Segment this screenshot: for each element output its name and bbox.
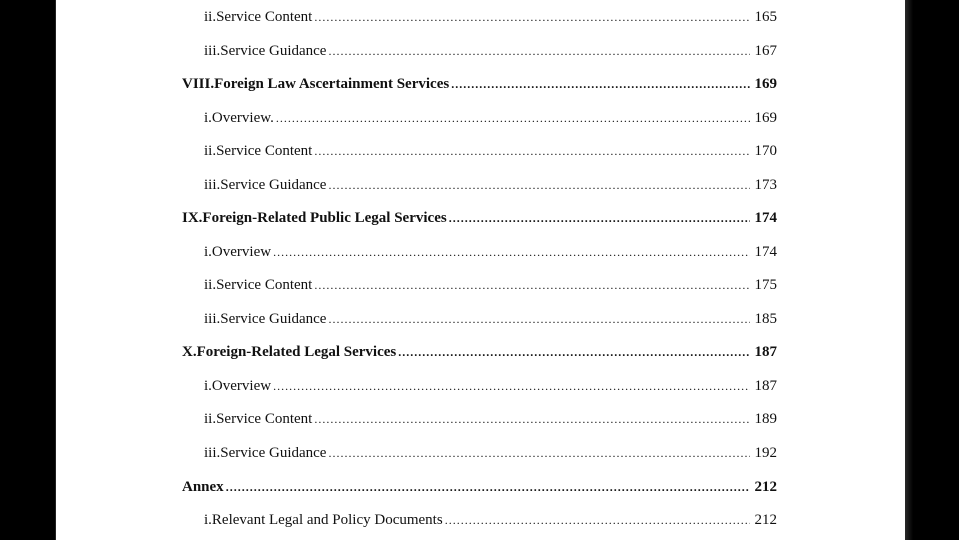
toc-entry-page: 187 — [754, 344, 777, 360]
dot-leader — [226, 478, 750, 496]
dot-leader — [314, 410, 750, 428]
dot-leader — [314, 142, 750, 160]
dot-leader — [273, 243, 750, 261]
toc-entry[interactable] — [204, 377, 777, 395]
toc-entry[interactable] — [204, 410, 777, 428]
toc-entry-title: ii.Service Content — [204, 143, 313, 159]
dot-leader — [328, 42, 750, 60]
toc-entry-page: 173 — [754, 177, 777, 193]
toc-entry-page: 169 — [754, 110, 777, 126]
dot-leader — [328, 176, 750, 194]
toc-entry[interactable] — [204, 276, 777, 294]
toc-entry-page: 175 — [754, 277, 777, 293]
toc-entry-title: i.Overview — [204, 378, 272, 394]
toc-entry-page: 169 — [754, 76, 777, 92]
toc-entry-title: i.Overview — [204, 244, 272, 260]
dot-leader — [314, 276, 750, 294]
toc-entry[interactable] — [182, 343, 777, 361]
toc-entry-title: ii.Service Content — [204, 277, 313, 293]
toc-entry[interactable] — [182, 209, 777, 227]
toc-entry-title: iii.Service Guidance — [204, 43, 327, 59]
dot-leader — [328, 444, 750, 462]
toc-entry-page: 187 — [754, 378, 777, 394]
page-edge-shadow — [905, 0, 913, 540]
dot-leader — [328, 310, 750, 328]
toc-entry-title: VIII.Foreign Law Ascertainment Services — [182, 76, 450, 92]
toc-entry-page: 185 — [754, 311, 777, 327]
toc-entry[interactable] — [204, 444, 777, 462]
toc-entry-title: X.Foreign-Related Legal Services — [182, 344, 397, 360]
toc-entry-title: i.Overview. — [204, 110, 274, 126]
toc-entry[interactable] — [204, 243, 777, 261]
toc-entry[interactable] — [204, 142, 777, 160]
toc-entry-page: 212 — [754, 479, 777, 495]
dot-leader — [445, 511, 750, 529]
toc-entry[interactable] — [204, 8, 777, 26]
toc-entry-title: IX.Foreign-Related Public Legal Services — [182, 210, 447, 226]
dot-leader — [451, 75, 750, 93]
dot-leader — [449, 209, 750, 227]
toc-entry-title: iii.Service Guidance — [204, 311, 327, 327]
toc-entry-page: 192 — [754, 445, 777, 461]
document-page — [56, 0, 905, 540]
toc-entry-title: i.Relevant Legal and Policy Documents — [204, 512, 443, 528]
toc-entry[interactable] — [204, 42, 777, 60]
toc-entry-page: 174 — [754, 210, 777, 226]
dot-leader — [273, 377, 750, 395]
dot-leader — [276, 109, 750, 127]
dot-leader — [314, 8, 750, 26]
toc-entry-page: 189 — [754, 411, 777, 427]
toc-entry[interactable] — [204, 176, 777, 194]
toc-entry-page: 174 — [754, 244, 777, 260]
toc-entry-title: ii.Service Content — [204, 411, 313, 427]
toc-entry-page: 165 — [754, 9, 777, 25]
toc-entry-title: iii.Service Guidance — [204, 445, 327, 461]
toc-entry-title: iii.Service Guidance — [204, 177, 327, 193]
toc-entry-page: 170 — [754, 143, 777, 159]
toc-entry[interactable] — [204, 109, 777, 127]
toc-entry[interactable] — [204, 511, 777, 529]
toc-entry-page: 167 — [754, 43, 777, 59]
toc-entry-title: ii.Service Content — [204, 9, 313, 25]
toc-entry-page: 212 — [754, 512, 777, 528]
toc-entry-title: Annex — [182, 479, 224, 495]
toc-entry[interactable] — [182, 478, 777, 496]
table-of-contents — [56, 0, 905, 540]
dot-leader — [398, 343, 750, 361]
toc-entry[interactable] — [182, 75, 777, 93]
toc-entry[interactable] — [204, 310, 777, 328]
